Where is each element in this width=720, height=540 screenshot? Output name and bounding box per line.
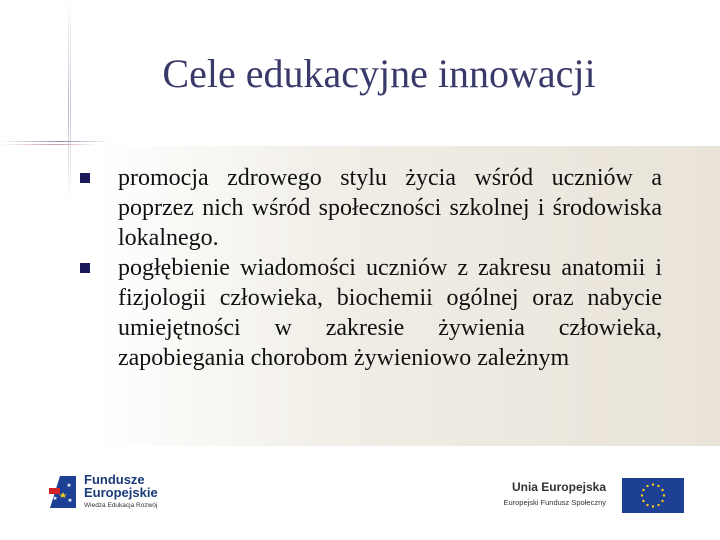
square-bullet-icon <box>80 263 90 273</box>
logo-name-line2: Europejskie <box>84 485 158 500</box>
bullet-item-2 <box>80 253 662 373</box>
logo-tagline: Wiedza Edukacja Rozwój <box>84 502 158 509</box>
decorative-vertical-line <box>68 0 69 200</box>
decorative-horizontal-line-2 <box>0 144 95 145</box>
efs-text: Europejski Fundusz Społeczny <box>503 498 606 507</box>
fundusze-europejskie-emblem-icon <box>46 472 80 512</box>
decorative-vertical-line-2 <box>70 0 71 200</box>
slide-title: Cele edukacyjne innowacji <box>162 51 596 96</box>
unia-europejska-logo <box>478 477 684 515</box>
eu-flag-icon <box>622 478 684 513</box>
unia-europejska-text: Unia Europejska <box>511 480 606 494</box>
bullet-item-1 <box>80 163 662 253</box>
decorative-horizontal-line <box>0 141 110 142</box>
square-bullet-icon <box>80 173 90 183</box>
bullet-list <box>80 163 662 373</box>
logo-name-line1: Fundusze <box>84 472 145 487</box>
fundusze-europejskie-logo <box>46 472 186 516</box>
logo-name <box>84 473 158 499</box>
bullet-text-2: pogłębienie wiadomości uczniów z zakresu anatomii i fizjologii człowieka, biochemii ogólnej oraz nabycie umiejętności w zakresie żywienia człowieka, zapobiegania chorobom żywieniowo zależnym <box>118 255 662 371</box>
bullet-text-1: promocja zdrowego stylu życia wśród uczniów a poprzez nich wśród społeczności szkolnej i środowiska lokalnego. <box>118 165 662 251</box>
